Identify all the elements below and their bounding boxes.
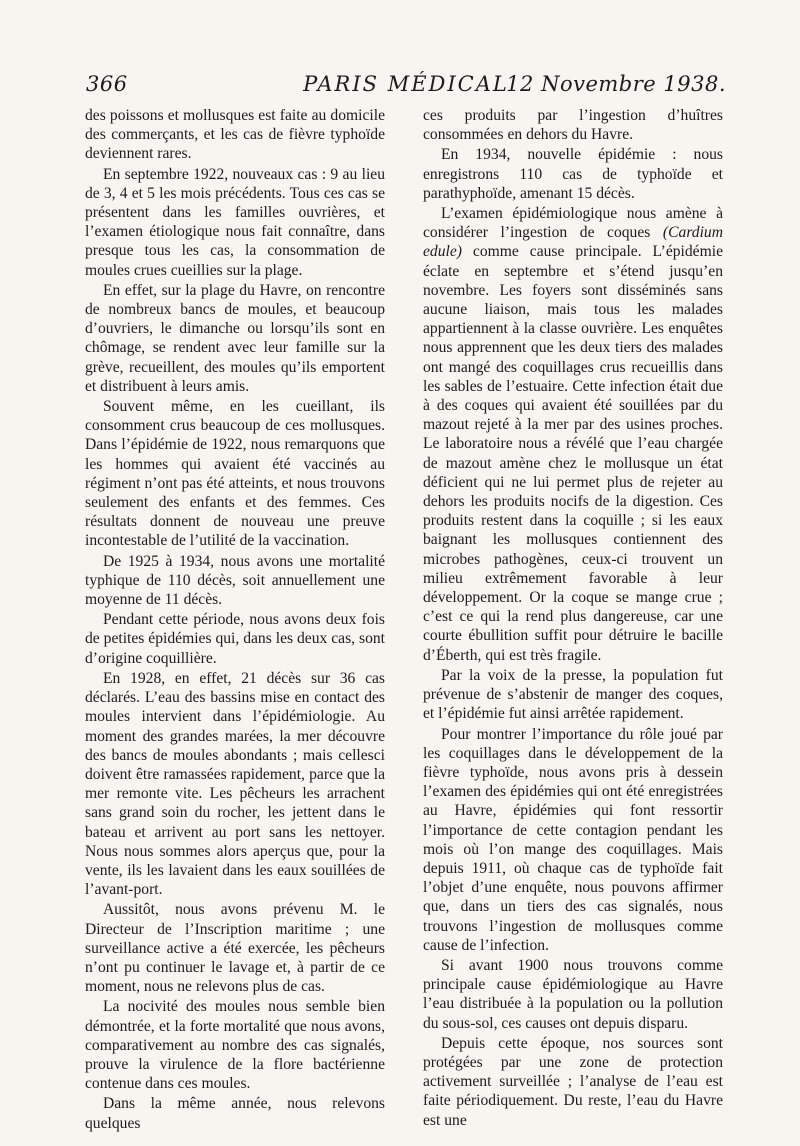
page-number: 366	[86, 72, 128, 96]
paragraph	[423, 204, 723, 665]
journal-title: PARIS MÉDICAL	[303, 72, 509, 96]
paragraph: des poissons et mollusques est faite au domicile des commerçants, et les cas de fièvre typhoïde deviennent rares.	[85, 107, 385, 163]
issue-date: 12 Novembre 1938.	[506, 72, 726, 96]
paragraph-text: L’examen épidémiologique nous amène à considérer l’ingestion de coques	[423, 205, 723, 242]
paragraph: En 1934, nouvelle épidémie : nous enregistrons 110 cas de typhoïde et parathyphoïde, amenant 15 décès.	[423, 146, 723, 202]
paragraph: Aussitôt, nous avons prévenu M. le Directeur de l’Inscription maritime ; une surveillance active a été exercée, les pêcheurs n’ont pu continuer le lavage et, à partir de ce moment, nous ne relevons plus de cas.	[85, 901, 385, 996]
paragraph: Si avant 1900 nous trouvons comme principale cause épidémiologique au Havre l’eau distribuée à la population ou la pollution du sous-sol, ces causes ont depuis disparu.	[423, 956, 723, 1032]
right-column	[423, 106, 723, 1130]
paragraph: En effet, sur la plage du Havre, on rencontre de nombreux bancs de moules, et beaucoup d’ouvriers, le dimanche ou lorsqu’ils sont en chômage, se rendent avec leur famille sur la grève, recueillent, des moules qu’ils emportent et distribuent à leurs amis.	[85, 281, 385, 395]
paragraph: De 1925 à 1934, nous avons une mortalité typhique de 110 décès, soit annuellement une moyenne de 11 décès.	[85, 552, 385, 609]
paragraph: En 1928, en effet, 21 décès sur 36 cas déclarés. L’eau des bassins mise en contact des moules intervient dans l’épidémiologie. Au moment des grandes marées, la mer découvre des bancs de moules abondants ; mais cellesci doivent être ramassées rapidement, parce que la mer remonte vite. Les pêcheurs les arrachent sans grand soin du rocher, les jettent dans le bateau et arrivent au port sans les nettoyer. Nous nous sommes alors aperçus que, pour la vente, ils les lavaient dans les eaux souillées de l’avant-port.	[85, 669, 385, 899]
paragraph: ces produits par l’ingestion d’huîtres consommées en dehors du Havre.	[423, 107, 723, 144]
paragraph: Souvent même, en les cueillant, ils consomment crus beaucoup de ces mollusques. Dans l’épidémie de 1922, nous remarquons que les hommes qui avaient été vaccinés au régiment n’ont pas été atteints, et nous trouvons seulement des enfants et des femmes. Ces résultats donnent de nouveau une preuve incontestable de l’utilité de la vaccination.	[85, 398, 385, 550]
species-name: (Cardium edule)	[423, 224, 723, 261]
paragraph: Depuis cette époque, nos sources sont protégées par une zone de protection activement surveillée ; l’analyse de l’eau est faite périodiquement. Du reste, l’eau du Havre est une	[423, 1034, 723, 1129]
paragraph: Pendant cette période, nous avons deux fois de petites épidémies qui, dans les deux cas, sont d’origine coquillière.	[85, 611, 385, 667]
paragraph: Par la voix de la presse, la population fut prévenue de s’abstenir de manger des coques, et l’épidémie fut ainsi arrêtée rapidement.	[423, 666, 723, 723]
paragraph: Pour montrer l’importance du rôle joué par les coquillages dans le développement de la fièvre typhoïde, nous avons pris à dessein l’examen des épidémies qui ont été enregistrées au Havre, épidémies qui font ressortir l’importance de cette contagion pendant les mois où l’on mange des coquillages. Mais depuis 1911, où chaque cas de typhoïde fait l’objet d’une enquête, nous pouvons affirmer que, dans un tiers des cas signalés, nous trouvons l’ingestion de mollusques comme cause de l’infection.	[423, 725, 723, 954]
left-column	[85, 106, 385, 1133]
paragraph: En septembre 1922, nouveaux cas : 9 au lieu de 3, 4 et 5 les mois précédents. Tous ces cas se présentent dans les familles ouvrières, et l’examen étiologique nous fait connaître, dans presque tous les cas, la consommation de moules crues cueillies sur la plage.	[85, 165, 385, 279]
paragraph: La nocivité des moules nous semble bien démontrée, et la forte mortalité que nous avons, comparativement au nombre des cas signalés, prouve la virulence de la flore bactérienne contenue dans ces moules.	[85, 998, 385, 1093]
paragraph-text: comme cause principale. L’épidémie éclate en septembre et s’étend jusqu’en novembre. Les foyers sont disséminés sans aucune liaison, mais tous les malades appartiennent à la classe ouvrière. Les enquêtes nous apprennent que les deux tiers des malades ont mangé des coquillages crus recueillis dans les sables de l’estuaire. Cette infection était due à des coques qui avaient été souillées par du mazout rejeté à la mer par des usines proches. Le laboratoire nous a révélé que l’eau chargée de mazout amène chez le mollusque un état déficient qui ne lui permet plus de rejeter au dehors les produits nocifs de la digestion. Ces produits restent dans la coquille ; si les eaux baignant les mollusques contiennent des microbes pathogènes, ceux-ci trouvent un milieu extrêmement favorable à leur développement. Or la coque se mange crue ; c’est ce qui la rend plus dangereuse, car une courte ébullition suffit pour détruire le bacille d’Éberth, qui est très fragile.	[423, 243, 723, 664]
running-header	[86, 72, 726, 104]
paragraph: Dans la même année, nous relevons quelques	[85, 1095, 385, 1132]
